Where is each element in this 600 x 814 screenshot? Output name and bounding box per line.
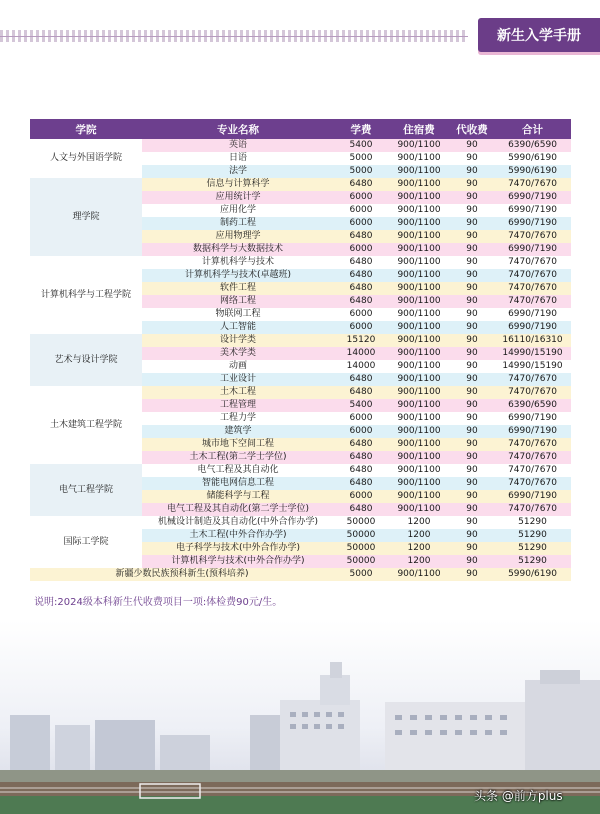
accommodation-cell: 900/1100 bbox=[388, 373, 450, 386]
total-cell: 51290 bbox=[494, 555, 571, 568]
fee-note: 说明:2024级本科新生代收费项目一项:体检费90元/生。 bbox=[34, 597, 283, 608]
collection-fee-cell: 90 bbox=[450, 139, 494, 152]
accommodation-cell: 900/1100 bbox=[388, 399, 450, 412]
table-header-row bbox=[30, 119, 571, 139]
collection-fee-cell: 90 bbox=[450, 412, 494, 425]
collection-fee-cell: 90 bbox=[450, 191, 494, 204]
collection-fee-cell: 90 bbox=[450, 425, 494, 438]
tuition-cell: 6000 bbox=[334, 308, 388, 321]
tuition-cell: 6000 bbox=[334, 490, 388, 503]
total-cell: 6990/7190 bbox=[494, 217, 571, 230]
accommodation-cell: 900/1100 bbox=[388, 230, 450, 243]
tuition-cell: 6000 bbox=[334, 425, 388, 438]
major-cell: 物联网工程 bbox=[142, 308, 334, 321]
collection-fee-cell: 90 bbox=[450, 399, 494, 412]
total-cell: 51290 bbox=[494, 516, 571, 529]
header-collection-fee: 代收费 bbox=[450, 119, 494, 139]
accommodation-cell: 900/1100 bbox=[388, 503, 450, 516]
total-cell: 7470/7670 bbox=[494, 503, 571, 516]
header-tuition: 学费 bbox=[334, 119, 388, 139]
major-cell: 计算机科学与技术(中外合作办学) bbox=[142, 555, 334, 568]
major-cell: 土木工程(中外合作办学) bbox=[142, 529, 334, 542]
total-cell: 51290 bbox=[494, 542, 571, 555]
table-row bbox=[30, 386, 571, 399]
fee-table-body bbox=[30, 139, 571, 581]
collection-fee-cell: 90 bbox=[450, 542, 494, 555]
collection-fee-cell: 90 bbox=[450, 308, 494, 321]
tuition-cell: 5000 bbox=[334, 165, 388, 178]
collection-fee-cell: 90 bbox=[450, 295, 494, 308]
total-cell: 7470/7670 bbox=[494, 386, 571, 399]
total-cell: 5990/6190 bbox=[494, 568, 571, 581]
tuition-cell: 6000 bbox=[334, 204, 388, 217]
total-cell: 6990/7190 bbox=[494, 308, 571, 321]
accommodation-cell: 1200 bbox=[388, 529, 450, 542]
major-cell: 电气工程及其自动化 bbox=[142, 464, 334, 477]
accommodation-cell: 900/1100 bbox=[388, 334, 450, 347]
tuition-cell: 6480 bbox=[334, 503, 388, 516]
header-accommodation: 住宿费 bbox=[388, 119, 450, 139]
collection-fee-cell: 90 bbox=[450, 555, 494, 568]
collection-fee-cell: 90 bbox=[450, 152, 494, 165]
header-college: 学院 bbox=[30, 119, 142, 139]
collection-fee-cell: 90 bbox=[450, 243, 494, 256]
collection-fee-cell: 90 bbox=[450, 516, 494, 529]
collection-fee-cell: 90 bbox=[450, 165, 494, 178]
header-major: 专业名称 bbox=[142, 119, 334, 139]
table-row bbox=[30, 568, 571, 581]
major-cell: 智能电网信息工程 bbox=[142, 477, 334, 490]
collection-fee-cell: 90 bbox=[450, 256, 494, 269]
major-cell: 机械设计制造及其自动化(中外合作办学) bbox=[142, 516, 334, 529]
accommodation-cell: 900/1100 bbox=[388, 256, 450, 269]
total-cell: 5990/6190 bbox=[494, 165, 571, 178]
tuition-cell: 6480 bbox=[334, 230, 388, 243]
college-cell: 电气工程学院 bbox=[30, 464, 142, 516]
major-cell: 计算机科学与技术 bbox=[142, 256, 334, 269]
total-cell: 7470/7670 bbox=[494, 269, 571, 282]
college-cell: 土木建筑工程学院 bbox=[30, 386, 142, 464]
major-cell: 工程管理 bbox=[142, 399, 334, 412]
total-cell: 6990/7190 bbox=[494, 321, 571, 334]
major-cell: 动画 bbox=[142, 360, 334, 373]
total-cell: 7470/7670 bbox=[494, 256, 571, 269]
handbook-badge: 新生入学手册 bbox=[478, 18, 600, 52]
total-cell: 7470/7670 bbox=[494, 438, 571, 451]
accommodation-cell: 900/1100 bbox=[388, 321, 450, 334]
collection-fee-cell: 90 bbox=[450, 178, 494, 191]
college-cell: 艺术与设计学院 bbox=[30, 334, 142, 386]
collection-fee-cell: 90 bbox=[450, 373, 494, 386]
total-cell: 14990/15190 bbox=[494, 360, 571, 373]
total-cell: 6390/6590 bbox=[494, 399, 571, 412]
accommodation-cell: 900/1100 bbox=[388, 464, 450, 477]
watermark: 头条 @前方plus bbox=[474, 789, 563, 803]
major-cell: 工程力学 bbox=[142, 412, 334, 425]
tuition-cell: 50000 bbox=[334, 529, 388, 542]
accommodation-cell: 900/1100 bbox=[388, 269, 450, 282]
tuition-cell: 50000 bbox=[334, 542, 388, 555]
total-cell: 51290 bbox=[494, 529, 571, 542]
collection-fee-cell: 90 bbox=[450, 503, 494, 516]
major-cell: 新疆少数民族预科新生(预科培养) bbox=[30, 568, 334, 581]
major-cell: 储能科学与工程 bbox=[142, 490, 334, 503]
total-cell: 14990/15190 bbox=[494, 347, 571, 360]
major-cell: 美术学类 bbox=[142, 347, 334, 360]
tuition-cell: 6480 bbox=[334, 464, 388, 477]
tuition-cell: 6480 bbox=[334, 438, 388, 451]
accommodation-cell: 900/1100 bbox=[388, 282, 450, 295]
campus-photo bbox=[0, 620, 600, 814]
header-total: 合计 bbox=[494, 119, 571, 139]
accommodation-cell: 900/1100 bbox=[388, 191, 450, 204]
total-cell: 5990/6190 bbox=[494, 152, 571, 165]
collection-fee-cell: 90 bbox=[450, 568, 494, 581]
tuition-cell: 6480 bbox=[334, 269, 388, 282]
collection-fee-cell: 90 bbox=[450, 360, 494, 373]
collection-fee-cell: 90 bbox=[450, 217, 494, 230]
collection-fee-cell: 90 bbox=[450, 477, 494, 490]
accommodation-cell: 900/1100 bbox=[388, 243, 450, 256]
tuition-cell: 14000 bbox=[334, 360, 388, 373]
accommodation-cell: 1200 bbox=[388, 555, 450, 568]
total-cell: 7470/7670 bbox=[494, 451, 571, 464]
total-cell: 6390/6590 bbox=[494, 139, 571, 152]
accommodation-cell: 900/1100 bbox=[388, 477, 450, 490]
total-cell: 7470/7670 bbox=[494, 373, 571, 386]
accommodation-cell: 900/1100 bbox=[388, 568, 450, 581]
collection-fee-cell: 90 bbox=[450, 347, 494, 360]
tuition-cell: 50000 bbox=[334, 555, 388, 568]
accommodation-cell: 900/1100 bbox=[388, 152, 450, 165]
major-cell: 城市地下空间工程 bbox=[142, 438, 334, 451]
total-cell: 6990/7190 bbox=[494, 204, 571, 217]
total-cell: 6990/7190 bbox=[494, 191, 571, 204]
header-rule bbox=[0, 36, 468, 37]
college-cell: 人文与外国语学院 bbox=[30, 139, 142, 178]
table-row bbox=[30, 256, 571, 269]
tuition-cell: 5000 bbox=[334, 152, 388, 165]
accommodation-cell: 900/1100 bbox=[388, 178, 450, 191]
total-cell: 7470/7670 bbox=[494, 282, 571, 295]
college-cell: 理学院 bbox=[30, 178, 142, 256]
collection-fee-cell: 90 bbox=[450, 438, 494, 451]
tuition-cell: 14000 bbox=[334, 347, 388, 360]
tuition-cell: 6000 bbox=[334, 412, 388, 425]
major-cell: 制药工程 bbox=[142, 217, 334, 230]
major-cell: 软件工程 bbox=[142, 282, 334, 295]
accommodation-cell: 1200 bbox=[388, 542, 450, 555]
accommodation-cell: 900/1100 bbox=[388, 412, 450, 425]
major-cell: 数据科学与大数据技术 bbox=[142, 243, 334, 256]
table-row bbox=[30, 464, 571, 477]
major-cell: 信息与计算科学 bbox=[142, 178, 334, 191]
tuition-cell: 6000 bbox=[334, 217, 388, 230]
major-cell: 人工智能 bbox=[142, 321, 334, 334]
accommodation-cell: 900/1100 bbox=[388, 347, 450, 360]
tuition-cell: 6480 bbox=[334, 386, 388, 399]
collection-fee-cell: 90 bbox=[450, 269, 494, 282]
accommodation-cell: 900/1100 bbox=[388, 425, 450, 438]
tuition-cell: 15120 bbox=[334, 334, 388, 347]
major-cell: 计算机科学与技术(卓越班) bbox=[142, 269, 334, 282]
accommodation-cell: 900/1100 bbox=[388, 139, 450, 152]
accommodation-cell: 900/1100 bbox=[388, 490, 450, 503]
major-cell: 建筑学 bbox=[142, 425, 334, 438]
accommodation-cell: 900/1100 bbox=[388, 165, 450, 178]
college-cell: 计算机科学与工程学院 bbox=[30, 256, 142, 334]
total-cell: 7470/7670 bbox=[494, 178, 571, 191]
collection-fee-cell: 90 bbox=[450, 451, 494, 464]
college-cell: 国际工学院 bbox=[30, 516, 142, 568]
major-cell: 法学 bbox=[142, 165, 334, 178]
tuition-cell: 50000 bbox=[334, 516, 388, 529]
total-cell: 16110/16310 bbox=[494, 334, 571, 347]
total-cell: 6990/7190 bbox=[494, 243, 571, 256]
total-cell: 6990/7190 bbox=[494, 412, 571, 425]
tuition-cell: 5000 bbox=[334, 568, 388, 581]
accommodation-cell: 900/1100 bbox=[388, 386, 450, 399]
table-row bbox=[30, 139, 571, 152]
tuition-cell: 6480 bbox=[334, 295, 388, 308]
table-row bbox=[30, 178, 571, 191]
collection-fee-cell: 90 bbox=[450, 386, 494, 399]
accommodation-cell: 900/1100 bbox=[388, 308, 450, 321]
table-row bbox=[30, 334, 571, 347]
total-cell: 6990/7190 bbox=[494, 425, 571, 438]
accommodation-cell: 900/1100 bbox=[388, 360, 450, 373]
total-cell: 6990/7190 bbox=[494, 490, 571, 503]
major-cell: 土木工程(第二学士学位) bbox=[142, 451, 334, 464]
accommodation-cell: 900/1100 bbox=[388, 295, 450, 308]
collection-fee-cell: 90 bbox=[450, 464, 494, 477]
collection-fee-cell: 90 bbox=[450, 204, 494, 217]
tuition-cell: 6000 bbox=[334, 243, 388, 256]
accommodation-cell: 900/1100 bbox=[388, 451, 450, 464]
tuition-cell: 5400 bbox=[334, 399, 388, 412]
tuition-cell: 6480 bbox=[334, 451, 388, 464]
total-cell: 7470/7670 bbox=[494, 295, 571, 308]
tuition-cell: 6480 bbox=[334, 178, 388, 191]
collection-fee-cell: 90 bbox=[450, 529, 494, 542]
tuition-cell: 6480 bbox=[334, 373, 388, 386]
major-cell: 应用物理学 bbox=[142, 230, 334, 243]
total-cell: 7470/7670 bbox=[494, 230, 571, 243]
major-cell: 电气工程及其自动化(第二学士学位) bbox=[142, 503, 334, 516]
tuition-cell: 6000 bbox=[334, 191, 388, 204]
accommodation-cell: 900/1100 bbox=[388, 438, 450, 451]
accommodation-cell: 1200 bbox=[388, 516, 450, 529]
table-row bbox=[30, 516, 571, 529]
accommodation-cell: 900/1100 bbox=[388, 217, 450, 230]
major-cell: 电子科学与技术(中外合作办学) bbox=[142, 542, 334, 555]
total-cell: 7470/7670 bbox=[494, 464, 571, 477]
collection-fee-cell: 90 bbox=[450, 334, 494, 347]
major-cell: 日语 bbox=[142, 152, 334, 165]
collection-fee-cell: 90 bbox=[450, 321, 494, 334]
fee-table bbox=[30, 119, 571, 581]
tuition-cell: 6000 bbox=[334, 321, 388, 334]
major-cell: 英语 bbox=[142, 139, 334, 152]
major-cell: 应用化学 bbox=[142, 204, 334, 217]
tuition-cell: 6480 bbox=[334, 477, 388, 490]
collection-fee-cell: 90 bbox=[450, 490, 494, 503]
major-cell: 土木工程 bbox=[142, 386, 334, 399]
major-cell: 网络工程 bbox=[142, 295, 334, 308]
major-cell: 设计学类 bbox=[142, 334, 334, 347]
collection-fee-cell: 90 bbox=[450, 230, 494, 243]
major-cell: 应用统计学 bbox=[142, 191, 334, 204]
accommodation-cell: 900/1100 bbox=[388, 204, 450, 217]
collection-fee-cell: 90 bbox=[450, 282, 494, 295]
total-cell: 7470/7670 bbox=[494, 477, 571, 490]
tuition-cell: 5400 bbox=[334, 139, 388, 152]
tuition-cell: 6480 bbox=[334, 282, 388, 295]
tuition-cell: 6480 bbox=[334, 256, 388, 269]
major-cell: 工业设计 bbox=[142, 373, 334, 386]
